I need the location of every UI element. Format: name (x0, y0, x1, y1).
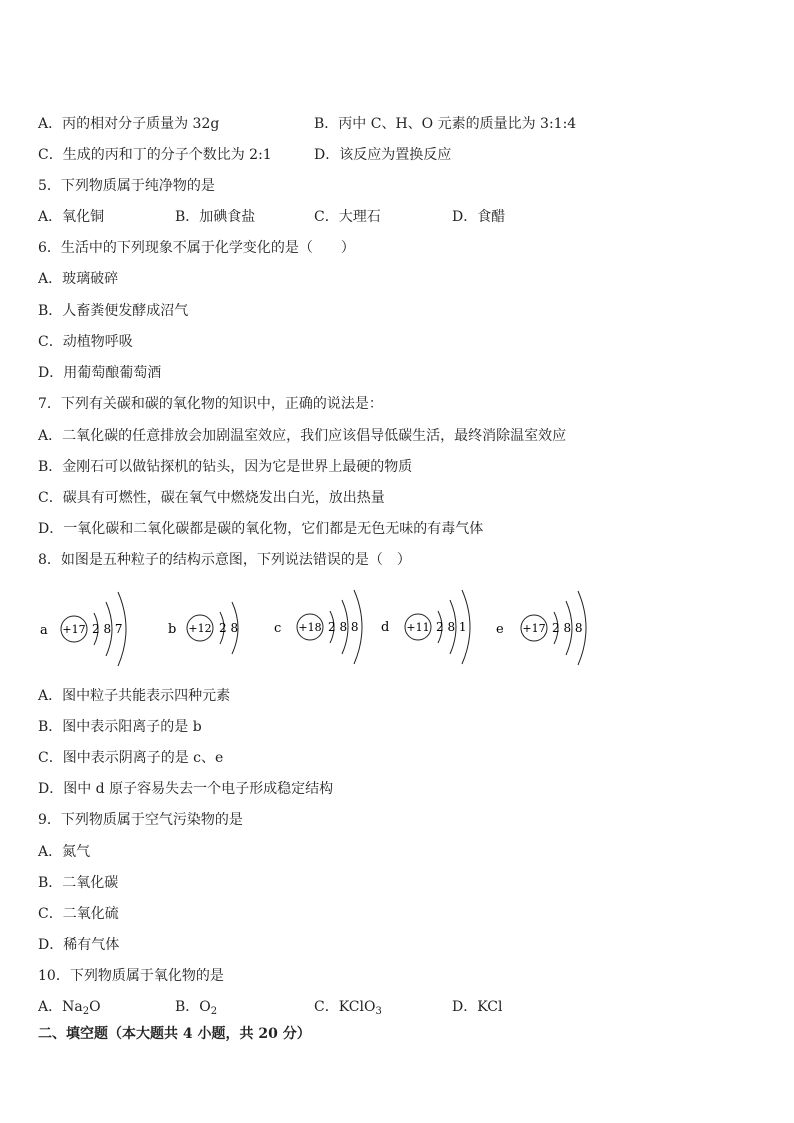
q4-option-b: B．丙中 C、H、O 元素的质量比为 3:1:4 (314, 116, 577, 132)
q4-option-c: C．生成的丙和丁的分子个数比为 2:1 (38, 147, 272, 163)
particle-e-shells: 2 8 8 (552, 621, 583, 635)
particle-c-diagram (272, 582, 372, 672)
q10-option-b: B．$O_2$ (175, 999, 218, 1017)
q5-option-a: A．氧化铜 (38, 209, 105, 225)
particle-c-shells: 2 8 8 (328, 620, 359, 634)
q7-option-b: B．金刚石可以做钻探机的钻头，因为它是世界上最硬的物质 (38, 459, 413, 475)
q7-option-d: D．一氧化碳和二氧化碳都是碳的氧化物，它们都是无色无味的有毒气体 (38, 521, 484, 537)
particle-d-shells: 2 8 1 (436, 620, 467, 634)
q6-option-a: A．玻璃破碎 (38, 271, 119, 287)
particle-c-nucleus: +18 (298, 621, 322, 634)
q10-option-a: A．$Na_2O$ (38, 999, 101, 1017)
q4-option-a: A．丙的相对分子质量为 32g (38, 116, 220, 132)
particle-e-label: e (496, 622, 504, 637)
q5-option-b: B．加碘食盐 (175, 209, 256, 225)
q10-option-c: C．KClO$_3$ (314, 999, 382, 1017)
q9-option-b: B．二氧化碳 (38, 875, 119, 891)
q8-option-a: A．图中粒子共能表示四种元素 (38, 688, 231, 704)
q5-option-d: D．食醋 (452, 209, 506, 225)
particle-b-nucleus: +12 (188, 622, 212, 635)
particle-c-label: c (274, 621, 282, 636)
q5-option-c: C．大理石 (314, 209, 381, 225)
particle-e-diagram (494, 582, 594, 672)
particle-a-shells: 2 8 7 (92, 622, 123, 636)
q8-option-d: D．图中 d 原子容易失去一个电子形成稳定结构 (38, 781, 334, 797)
particle-a-label: a (40, 623, 48, 638)
q6-option-c: C．动植物呼吸 (38, 334, 133, 350)
q8-option-b: B．图中表示阳离子的是 b (38, 719, 202, 735)
section-2-heading: 二、填空题（本大题共 4 小题，共 20 分） (38, 1026, 311, 1042)
particle-b-diagram (164, 582, 254, 672)
particle-d-nucleus: +11 (406, 621, 430, 634)
q7-option-c: C．碳具有可燃性，碳在氧气中燃烧发出白光，放出热量 (38, 490, 385, 506)
q6-option-b: B．人畜粪便发酵成沼气 (38, 303, 189, 319)
q9-option-c: C．二氧化硫 (38, 906, 119, 922)
particle-d-diagram (378, 582, 478, 672)
particle-b-label: b (168, 622, 177, 637)
q8-option-c: C．图中表示阴离子的是 c、e (38, 750, 224, 766)
q10-stem: 10．下列物质属于氧化物的是 (38, 968, 224, 984)
particle-a-diagram (36, 582, 136, 672)
q9-option-d: D．稀有气体 (38, 937, 120, 953)
particle-e-nucleus: +17 (522, 622, 546, 635)
q6-option-d: D．用葡萄酿葡萄酒 (38, 365, 162, 381)
q5-stem: 5．下列物质属于纯净物的是 (38, 178, 215, 194)
particle-d-label: d (381, 620, 390, 635)
particle-a-nucleus: +17 (62, 623, 86, 636)
particle-b-shells: 2 8 (219, 621, 239, 635)
q10-option-d: D．KCl (452, 999, 503, 1015)
q7-option-a: A．二氧化碳的任意排放会加剧温室效应，我们应该倡导低碳生活，最终消除温室效应 (38, 428, 567, 444)
q8-stem: 8．如图是五种粒子的结构示意图，下列说法错误的是（ ） (38, 552, 411, 568)
q9-option-a: A．氮气 (38, 844, 91, 860)
q9-stem: 9．下列物质属于空气污染物的是 (38, 812, 243, 828)
q7-stem: 7．下列有关碳和碳的氧化物的知识中，正确的说法是： (38, 396, 383, 412)
q4-option-d: D．该反应为置换反应 (314, 147, 452, 163)
q6-stem: 6．生活中的下列现象不属于化学变化的是（ ） (38, 240, 355, 256)
